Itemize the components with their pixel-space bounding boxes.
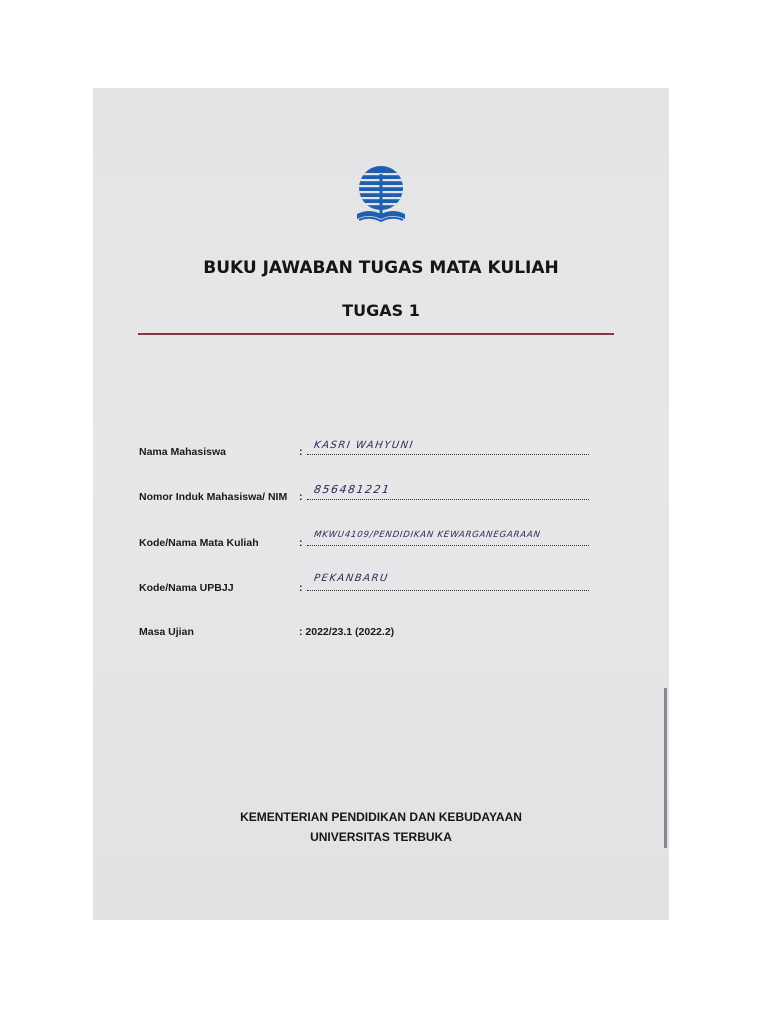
handwritten-value: MKWU4109/PENDIDIKAN KEWARGANEGARAAN (313, 530, 542, 540)
field-separator: : (299, 446, 303, 458)
document-subtitle: TUGAS 1 (342, 301, 420, 320)
paper-edge-shadow (664, 688, 667, 848)
footer-ministry: KEMENTERIAN PENDIDIKAN DAN KEBUDAYAAN (240, 810, 522, 824)
fill-line (307, 499, 589, 500)
field-kode-mata-kuliah (139, 525, 639, 549)
field-nama-mahasiswa (139, 434, 639, 458)
field-label: Nama Mahasiswa (139, 446, 226, 458)
field-label: Kode/Nama Mata Kuliah (139, 537, 259, 549)
field-label: Kode/Nama UPBJJ (139, 582, 234, 594)
handwritten-value: PEKANBARU (313, 573, 390, 584)
document-title: BUKU JAWABAN TUGAS MATA KULIAH (203, 258, 559, 278)
fill-line (307, 454, 589, 455)
fill-line (307, 590, 589, 591)
field-value: : 2022/23.1 (2022.2) (299, 626, 395, 638)
universitas-terbuka-logo-icon (351, 164, 411, 226)
field-separator: : (299, 582, 303, 594)
field-nim (139, 479, 639, 503)
field-masa-ujian (139, 614, 639, 638)
field-separator: : (299, 537, 303, 549)
title-divider (138, 333, 614, 335)
field-label: Nomor Induk Mahasiswa/ NIM (139, 491, 288, 503)
field-kode-upbjj (139, 570, 639, 594)
field-label: Masa Ujian (139, 626, 194, 638)
answer-book-cover (93, 88, 669, 920)
field-separator: : (299, 491, 303, 503)
footer-university: UNIVERSITAS TERBUKA (310, 830, 452, 844)
handwritten-value: 856481221 (313, 483, 392, 496)
handwritten-value: KASRI WAHYUNI (313, 440, 415, 451)
fill-line (307, 545, 589, 546)
